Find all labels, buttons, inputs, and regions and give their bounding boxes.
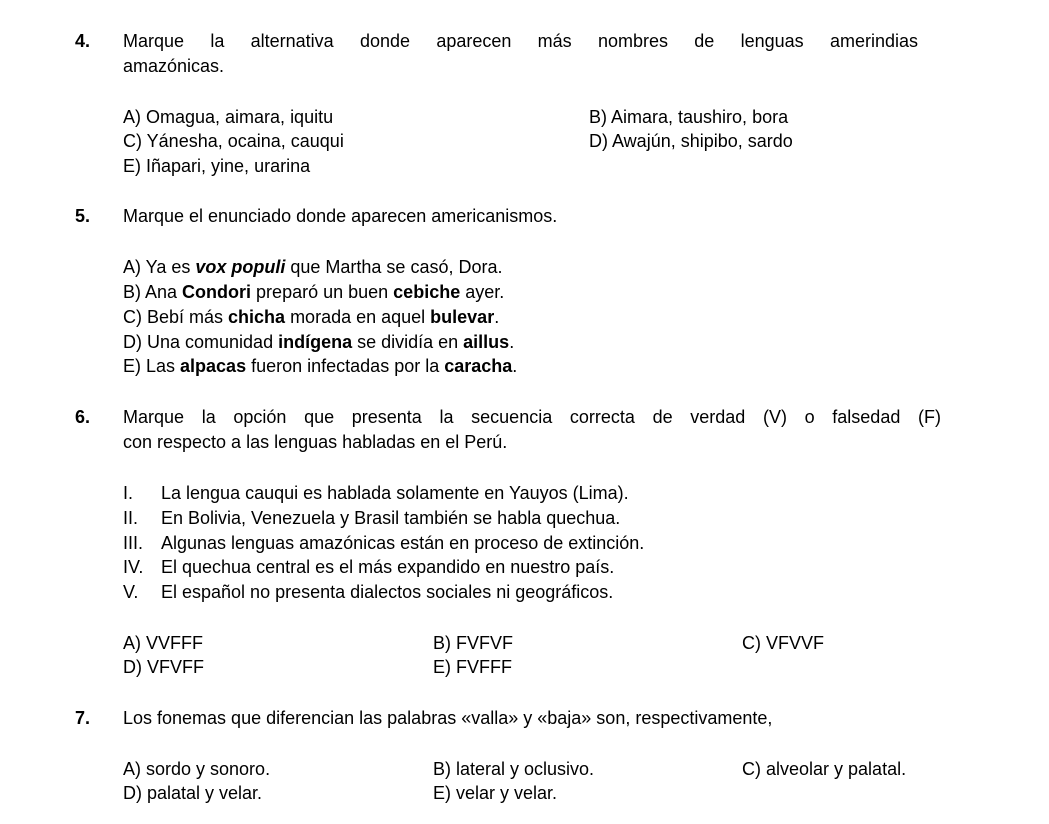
question-5-number: 5. (75, 206, 91, 226)
statement-numeral: IV. (123, 557, 144, 577)
question-6-option-b: B) FVFVF (433, 633, 513, 653)
question-4-option-e: E) Iñapari, yine, urarina (123, 156, 311, 176)
question-7-option-d: D) palatal y velar. (123, 783, 263, 803)
question-4-option-c: C) Yánesha, ocaina, cauqui (123, 131, 344, 151)
question-6-stem-line1: Marque la opción que presenta la secuencia correcta de verdad (V) o falsedad (F) (123, 407, 941, 427)
question-5-option-c: C) Bebí más chicha morada en aquel bulevar. (123, 307, 500, 327)
question-4-stem-line1: Marque la alternativa donde aparecen más nombres de lenguas amerindias (123, 31, 918, 51)
statement-text: El español no presenta dialectos sociales ni geográficos. (161, 582, 614, 602)
question-7-option-c: C) alveolar y palatal. (742, 759, 907, 779)
statement-text: Algunas lenguas amazónicas están en proceso de extinción. (161, 533, 645, 553)
question-7-option-e: E) velar y velar. (433, 783, 558, 803)
question-4-option-a: A) Omagua, aimara, iquitu (123, 107, 334, 127)
statement-numeral: I. (123, 483, 134, 503)
statement-numeral: III. (123, 533, 144, 553)
question-6-option-c: C) VFVVF (742, 633, 825, 653)
question-4-stem-line2: amazónicas. (123, 56, 225, 76)
question-5-option-a: A) Ya es vox populi que Martha se casó, Dora. (123, 257, 503, 277)
question-7-option-a: A) sordo y sonoro. (123, 759, 271, 779)
question-6-option-a: A) VVFFF (123, 633, 203, 653)
question-6-number: 6. (75, 407, 91, 427)
question-5-option-b: B) Ana Condori preparó un buen cebiche ayer. (123, 282, 505, 302)
statement-text: En Bolivia, Venezuela y Brasil también se habla quechua. (161, 508, 621, 528)
question-6-option-e: E) FVFFF (433, 657, 512, 677)
statement-numeral: V. (123, 582, 139, 602)
question-6-option-d: D) VFVFF (123, 657, 204, 677)
question-4-number: 4. (75, 31, 91, 51)
question-4-option-b: B) Aimara, taushiro, bora (589, 107, 789, 127)
question-7-number: 7. (75, 708, 91, 728)
question-5-option-d: D) Una comunidad indígena se dividía en aillus. (123, 332, 515, 352)
statement-text: La lengua cauqui es hablada solamente en Yauyos (Lima). (161, 483, 629, 503)
statement-numeral: II. (123, 508, 139, 528)
question-7-option-b: B) lateral y oclusivo. (433, 759, 595, 779)
question-7-stem: Los fonemas que diferencian las palabras «valla» y «baja» son, respectivamente, (123, 708, 773, 728)
statement-text: El quechua central es el más expandido en nuestro país. (161, 557, 615, 577)
question-5-stem: Marque el enunciado donde aparecen americanismos. (123, 206, 558, 226)
question-6-stem-line2: con respecto a las lenguas habladas en el Perú. (123, 432, 508, 452)
question-4-option-d: D) Awajún, shipibo, sardo (589, 131, 793, 151)
question-5-option-e: E) Las alpacas fueron infectadas por la caracha. (123, 356, 518, 376)
